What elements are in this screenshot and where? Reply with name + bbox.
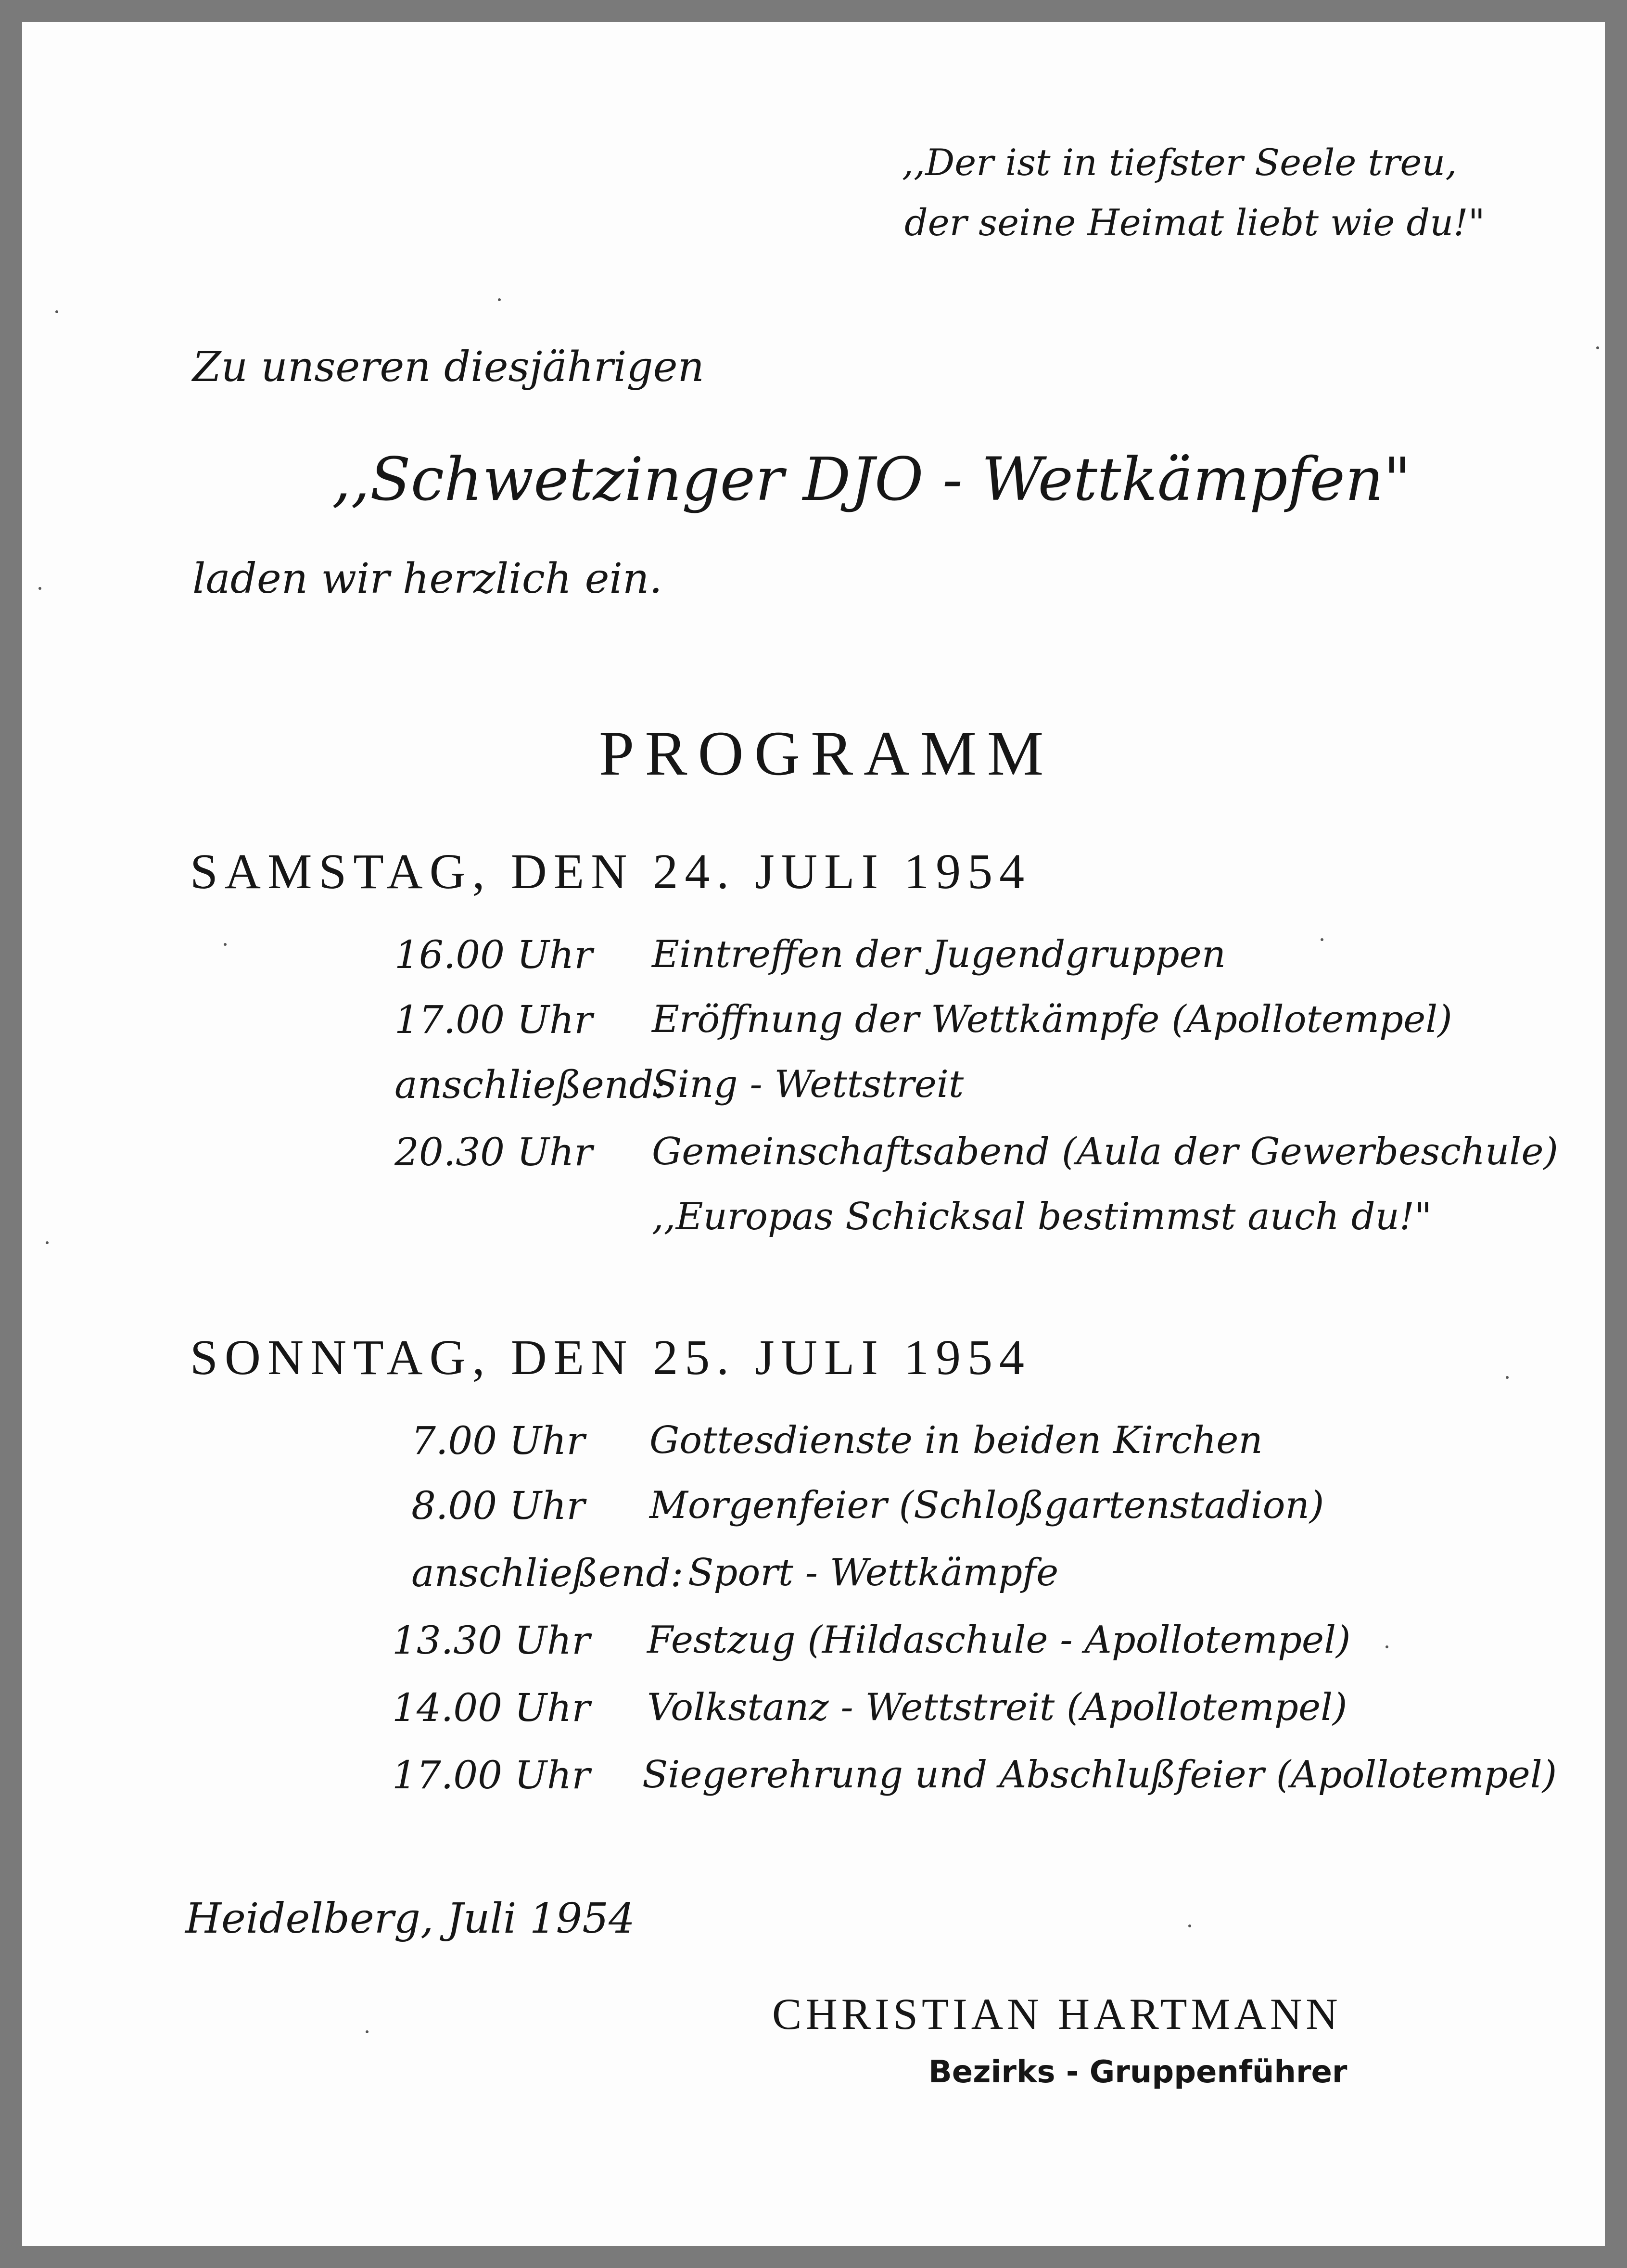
scan-speck [1596, 346, 1599, 349]
sunday-time-1: 7.00 Uhr [411, 1418, 585, 1463]
signatory-role: Bezirks - Gruppenführer [928, 2054, 1347, 2090]
place-date: Heidelberg, Juli 1954 [185, 1895, 635, 1943]
program-heading: PROGRAMM [599, 718, 1055, 789]
sunday-desc-1: Gottesdienste in beiden Kirchen [649, 1419, 1263, 1462]
saturday-time-1: 16.00 Uhr [394, 932, 593, 977]
invitation-line-1: Zu unseren diesjährigen [192, 343, 704, 391]
sunday-time-6: 17.00 Uhr [392, 1753, 590, 1797]
saturday-desc-5: ,,Europas Schicksal bestimmst auch du!" [652, 1195, 1432, 1238]
sunday-time-2: 8.00 Uhr [411, 1483, 585, 1528]
motto-line-1: ,,Der ist in tiefster Seele treu, [902, 141, 1457, 184]
invitation-line-3: laden wir herzlich ein. [192, 555, 662, 603]
scan-speck [498, 298, 501, 301]
signatory-name: CHRISTIAN HARTMANN [772, 1989, 1342, 2039]
sunday-time-5: 14.00 Uhr [392, 1685, 590, 1730]
scan-speck [55, 310, 58, 313]
sunday-desc-2: Morgenfeier (Schloßgartenstadion) [649, 1484, 1324, 1527]
scan-speck [46, 1241, 49, 1244]
saturday-desc-4: Gemeinschaftsabend (Aula der Gewerbeschule) [652, 1130, 1558, 1173]
scan-speck [1188, 1924, 1191, 1927]
sunday-desc-5: Volkstanz - Wettstreit (Apollotempel) [647, 1686, 1347, 1729]
saturday-desc-3: Sing - Wettstreit [652, 1063, 964, 1106]
saturday-desc-2: Eröffnung der Wettkämpfe (Apollotempel) [652, 998, 1452, 1041]
motto-line-2: der seine Heimat liebt wie du!" [904, 201, 1485, 244]
saturday-time-3: anschließend: [394, 1062, 667, 1107]
sunday-heading: SONNTAG, DEN 25. JULI 1954 [190, 1330, 1031, 1385]
scan-speck [1385, 1645, 1388, 1648]
sunday-desc-6: Siegerehrung und Abschlußfeier (Apollotempel) [642, 1753, 1557, 1797]
scan-speck [1321, 938, 1323, 941]
saturday-desc-1: Eintreffen der Jugendgruppen [652, 933, 1226, 976]
saturday-time-4: 20.30 Uhr [394, 1130, 593, 1174]
sunday-desc-4: Festzug (Hildaschule - Apollotempel) [647, 1618, 1351, 1662]
sunday-time-4: 13.30 Uhr [392, 1618, 590, 1663]
sunday-desc-3: Sport - Wettkämpfe [688, 1551, 1059, 1594]
scan-speck [224, 943, 227, 946]
saturday-heading: SAMSTAG, DEN 24. JULI 1954 [190, 844, 1031, 899]
event-title: ,,Schwetzinger DJO - Wettkämpfen" [332, 445, 1411, 514]
sunday-time-3: anschließend: [411, 1551, 684, 1595]
saturday-time-2: 17.00 Uhr [394, 997, 593, 1042]
scan-speck [1506, 1376, 1509, 1379]
scan-speck [366, 2030, 369, 2033]
scan-speck [38, 587, 41, 590]
